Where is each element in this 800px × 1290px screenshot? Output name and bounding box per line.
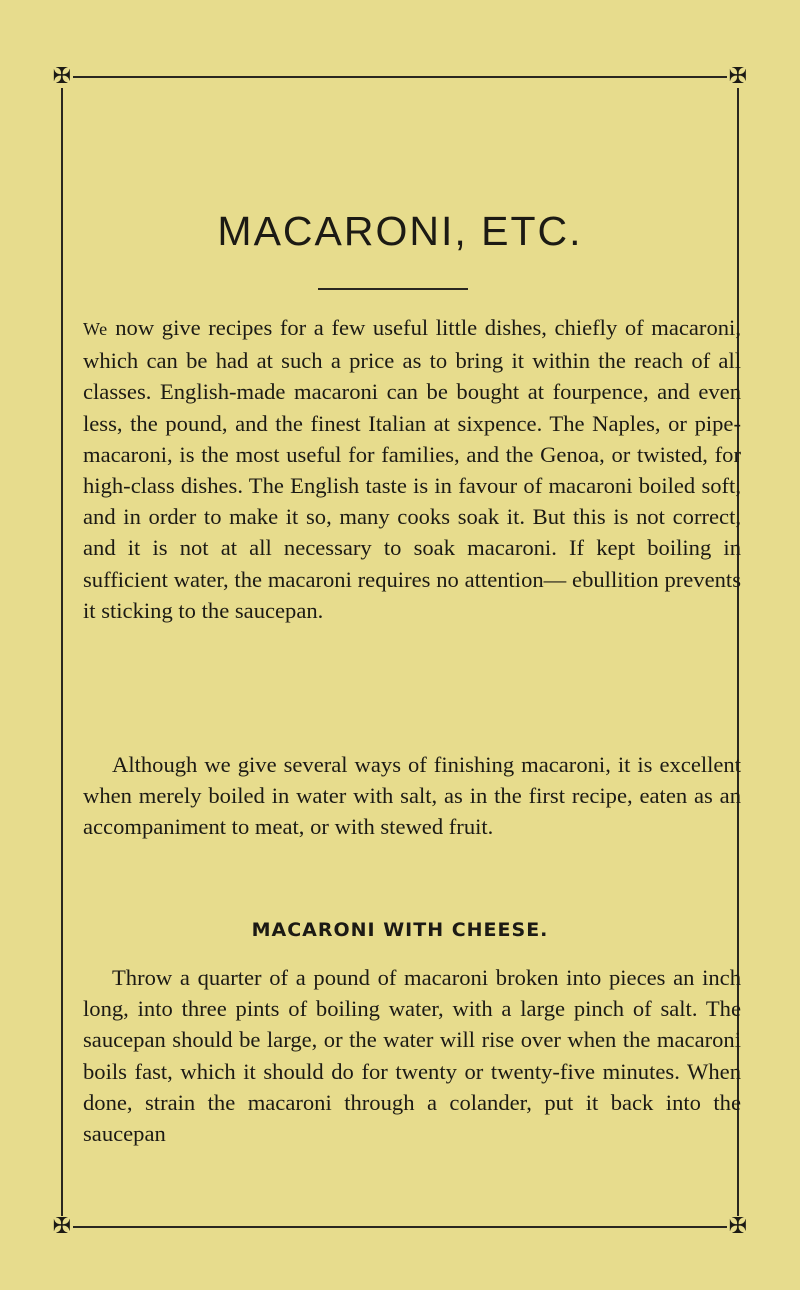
corner-cross-icon: ✠: [728, 1214, 748, 1239]
intro-text: now give recipes for a few useful little dishes, chiefly of macaroni, which can be had at such a price as to bring it within the reach of all classes. English-made macaroni can be bought at fourpence, and even less, the pound, and the finest Italian at sixpence. The Naples, or pipe-macaroni, is the most useful for families, and the Genoa, or twisted, for high-class dishes. The English taste is in favour of macaroni boiled soft, and in order to make it so, many cooks soak it. But this is not correct, and it is not at all necessary to soak macaroni. If kept boiling in sufficient water, the macaroni requires no attention— ebullition prevents it sticking to the saucepan.: [83, 315, 741, 623]
corner-cross-icon: ✠: [728, 64, 748, 89]
frame-bottom-rule: [62, 1226, 738, 1228]
corner-cross-icon: ✠: [52, 1214, 72, 1239]
corner-cross-icon: ✠: [52, 64, 72, 89]
page-title: MACARONI, ETC.: [217, 208, 583, 254]
frame-top-rule: [62, 76, 738, 78]
section-heading: MACARONI WITH CHEESE.: [251, 919, 549, 941]
intro-paragraph: [83, 312, 741, 626]
lead-word: We: [83, 319, 108, 339]
paragraph-finishing: Although we give several ways of finishing macaroni, it is excellent when merely boiled in water with salt, as in the first recipe, eaten as an accompaniment to meat, or with stewed fruit.: [83, 752, 741, 840]
recipe-paragraph: Throw a quarter of a pound of macaroni broken into pieces an inch long, into three pints of boiling water, with a large pinch of salt. The saucepan should be large, or the water will rise over when the macaroni boils fast, which it should do for twenty or twenty-five minutes. When done, strain the macaroni through a colander, put it back into the saucepan: [83, 965, 741, 1147]
title-divider: [318, 288, 468, 290]
